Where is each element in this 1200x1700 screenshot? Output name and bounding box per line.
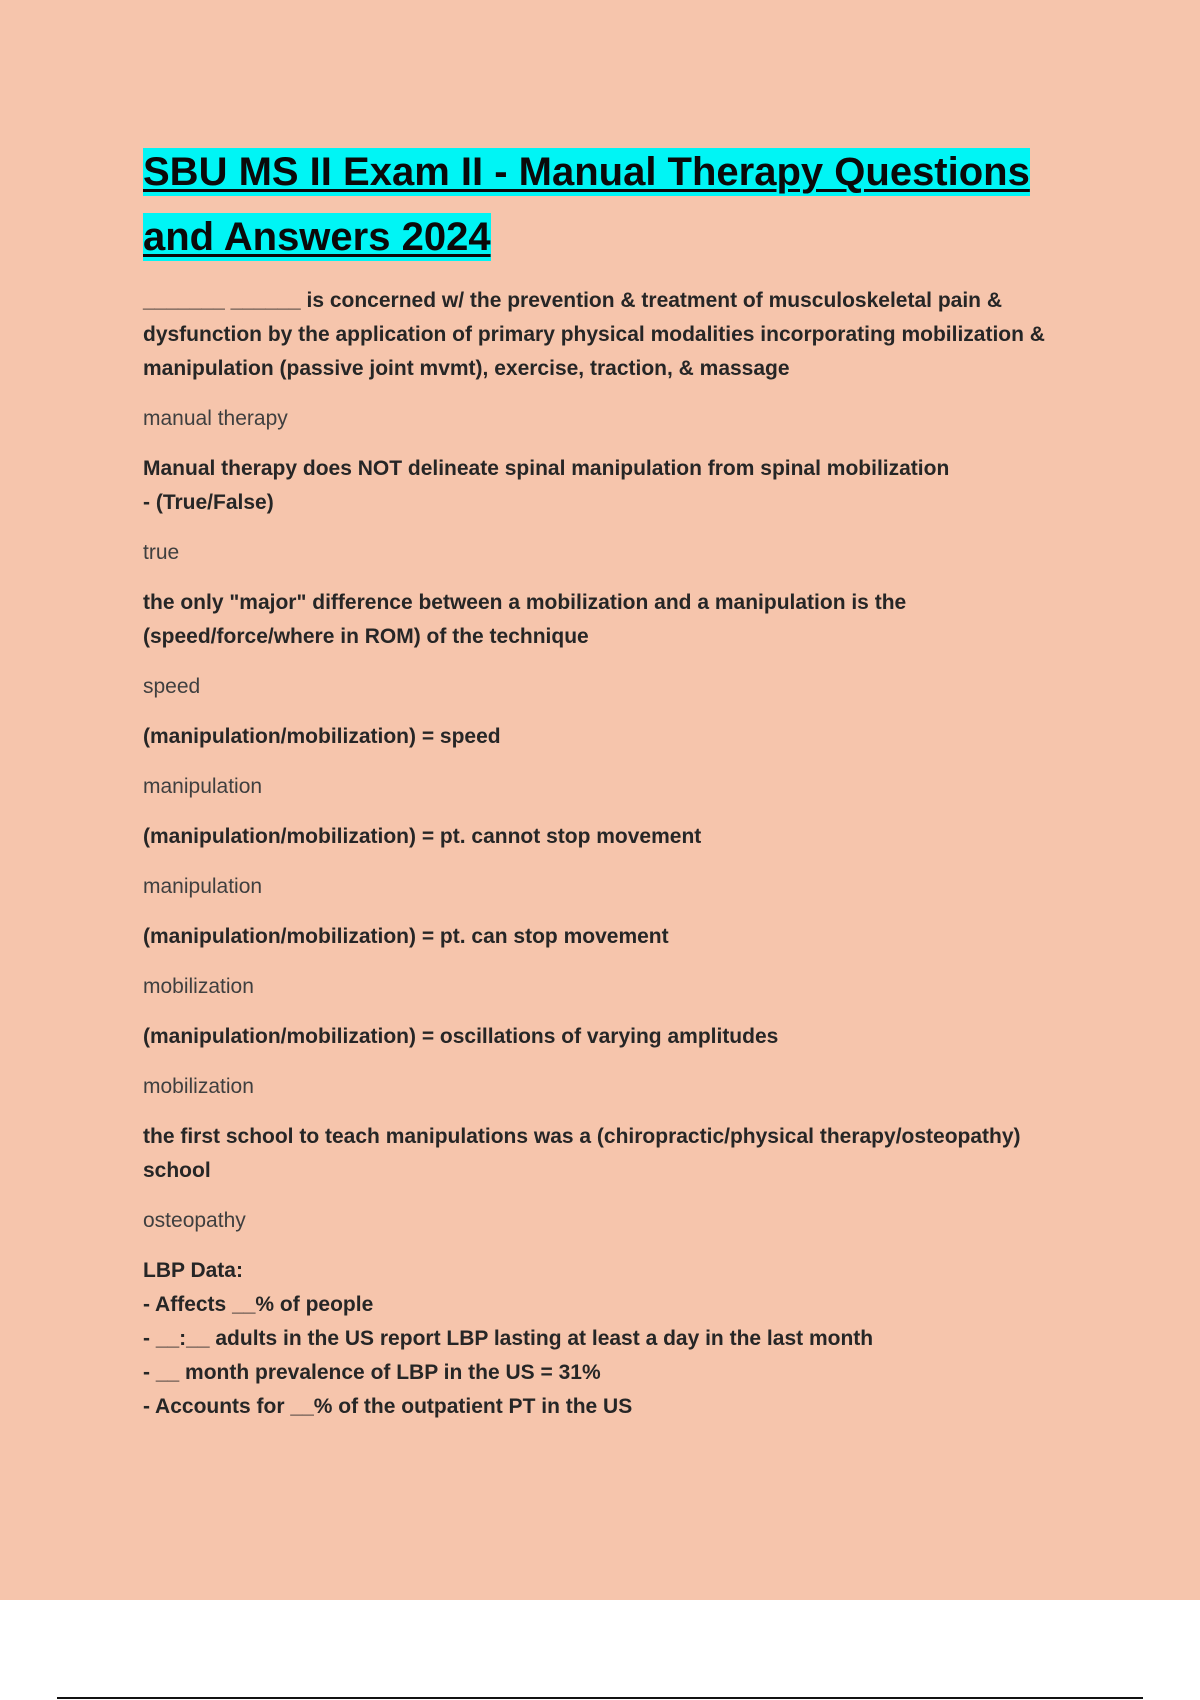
- answer-3: speed: [143, 675, 201, 698]
- answer-4: manipulation: [143, 775, 263, 798]
- question-2: Manual therapy does NOT delineate spinal manipulation from spinal mobilization - (True/False): [143, 457, 950, 514]
- question-6: (manipulation/mobilization) = pt. can stop movement: [143, 925, 669, 948]
- answer-1: manual therapy: [143, 407, 288, 430]
- answer-7: mobilization: [143, 1075, 254, 1098]
- answer-6: mobilization: [143, 975, 254, 998]
- question-3: the only "major" difference between a mobilization and a manipulation is the (speed/force/where in ROM) of the technique: [143, 591, 913, 648]
- document-content: [143, 140, 1073, 1440]
- question-5: (manipulation/mobilization) = pt. cannot stop movement: [143, 825, 702, 848]
- answer-2: true: [143, 541, 180, 564]
- document-title-text: SBU MS II Exam II - Manual Therapy Questions and Answers 2024: [143, 150, 1030, 259]
- question-1: _______ ______ is concerned w/ the prevention & treatment of musculoskeletal pain & dysfunction by the application of primary physical modalities incorporating mobilization & manipulation (passive joint mvmt), exercise, traction, & massage: [143, 289, 1051, 380]
- question-9: LBP Data: - Affects __% of people - __:__ adults in the US report LBP lasting at least a day in the last month - __ month prevalence of LBP in the US = 31% - Accounts for __% of the outpatient PT in the US: [143, 1259, 874, 1418]
- answer-8: osteopathy: [143, 1209, 246, 1232]
- document-title: [143, 140, 1073, 270]
- question-8: the first school to teach manipulations was a (chiropractic/physical therapy/osteopathy) school: [143, 1125, 1027, 1182]
- footer-rule: [57, 1697, 1143, 1699]
- answer-5: manipulation: [143, 875, 263, 898]
- question-4: (manipulation/mobilization) = speed: [143, 725, 501, 748]
- question-7: (manipulation/mobilization) = oscillations of varying amplitudes: [143, 1025, 779, 1048]
